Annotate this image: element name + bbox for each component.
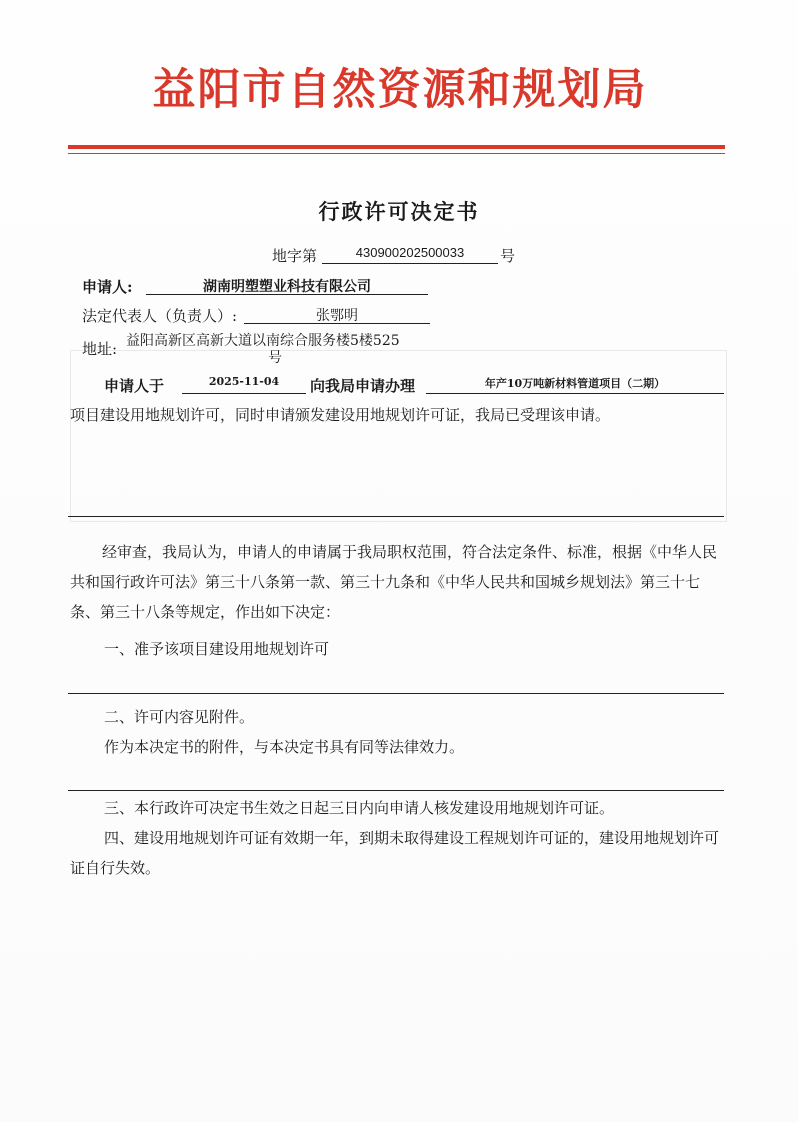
agency-letterhead: 益阳市自然资源和规划局 bbox=[152, 65, 648, 115]
application-project: 年产10万吨新材料管道项目（二期） bbox=[426, 375, 724, 394]
application-middle: 向我局申请办理 bbox=[310, 377, 416, 395]
legal-rep-value: 张鄂明 bbox=[244, 305, 430, 324]
review-paragraph: 经审查，我局认为，申请人的申请属于我局职权范围，符合法定条件、标准，根据《中华人民共和国行政许可法》第三十八条第一款、第三十九条和《中华人民共和国城乡规划法》第三十七条、第三十八条等规定，作出如下决定： bbox=[70, 543, 718, 621]
decision-item-2: 二、许可内容见附件。 bbox=[104, 708, 255, 726]
blank-line bbox=[68, 790, 724, 791]
applicant-label: 申请人: bbox=[82, 278, 133, 296]
applicant-value: 湖南明塑塑业科技有限公司 bbox=[146, 276, 428, 295]
doc-number-prefix: 地字第 bbox=[272, 247, 318, 265]
doc-number-suffix: 号 bbox=[500, 247, 516, 265]
decision-item-3: 三、本行政许可决定书生效之日起三日内向申请人核发建设用地规划许可证。 bbox=[104, 799, 615, 817]
address-value-line1: 益阳高新区高新大道以南综合服务楼5楼525 bbox=[126, 333, 400, 349]
letterhead-rule-thin bbox=[68, 153, 725, 154]
address-label: 地址: bbox=[82, 340, 118, 358]
blank-line bbox=[68, 693, 724, 694]
doc-number-value: 430900202500033 bbox=[322, 245, 498, 264]
address-value-line2: 号 bbox=[268, 350, 282, 366]
decision-item-4: 四、建设用地规划许可证有效期一年，到期未取得建设工程规划许可证的，建设用地规划许可证自行失效。 bbox=[70, 829, 720, 877]
application-continuation: 项目建设用地规划许可，同时申请颁发建设用地规划许可证，我局已受理该申请。 bbox=[70, 406, 611, 424]
application-date: 2025-11-04 bbox=[182, 375, 306, 394]
decision-item-1: 一、准予该项目建设用地规划许可 bbox=[104, 640, 330, 658]
document-title: 行政许可决定书 bbox=[318, 199, 480, 224]
decision-item-2-note: 作为本决定书的附件，与本决定书具有同等法律效力。 bbox=[104, 738, 465, 756]
blank-line bbox=[68, 516, 724, 517]
legal-rep-label: 法定代表人（负责人）: bbox=[82, 307, 238, 325]
letterhead-rule-thick bbox=[68, 145, 725, 149]
application-prefix: 申请人于 bbox=[104, 377, 165, 395]
